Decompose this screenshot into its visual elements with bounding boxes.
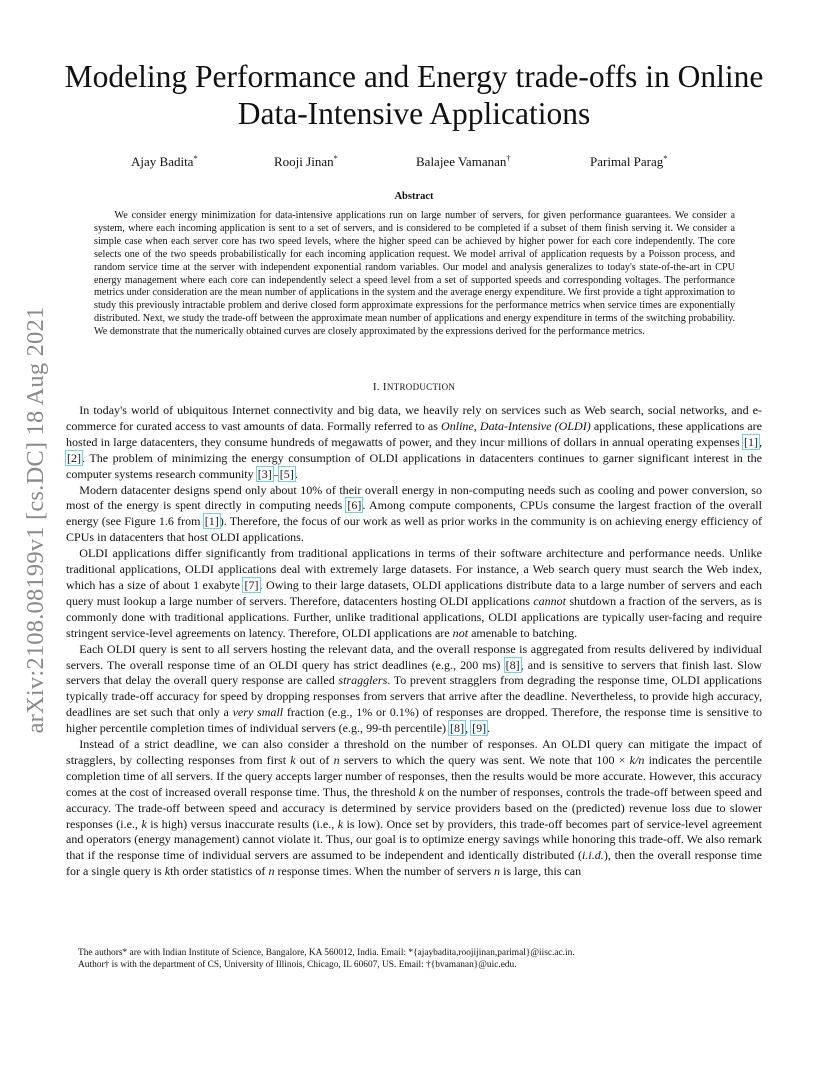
- citation-link[interactable]: [1]: [204, 514, 219, 529]
- footnote-2: Author† is with the department of CS, University of Illinois, Chicago, IL 60607, US. Email: †{bvamanan}@uic.edu.: [78, 960, 517, 970]
- citation-link[interactable]: [9]: [472, 721, 487, 736]
- arxiv-identifier: [18, 280, 54, 760]
- emphasis: i.i.d.: [582, 848, 604, 863]
- text-run: response times. When the number of servers: [274, 864, 495, 879]
- section-number: I.: [372, 381, 380, 393]
- emphasis: k: [164, 864, 171, 879]
- text-run: fraction (e.g., 1% or 0.1%) of responses are dropped. Therefore, the response time is sensitive to higher percentile completion times of individual servers (e.g., 99-th percentile): [66, 705, 762, 736]
- author-mark: †: [506, 153, 511, 163]
- emphasis: k/n: [629, 752, 645, 767]
- citation-link[interactable]: [1]: [743, 434, 758, 449]
- text-run: .: [487, 721, 491, 736]
- author-2: [274, 153, 338, 170]
- author-name: Rooji Jinan: [274, 154, 334, 169]
- author-name: Balajee Vamanan: [416, 154, 507, 169]
- emphasis: very small: [232, 705, 284, 720]
- author-1: [131, 153, 198, 170]
- emphasis: n: [494, 864, 501, 879]
- text-run: Modern datacenter designs spend only about 10% of their overall energy in non-computing needs such as cooling and power conversion, so most of the energy is spent directly in computing needs: [66, 482, 762, 513]
- text-run: servers to which the query was sent. We note that 100 ×: [339, 752, 630, 767]
- text-run: . Among compute components, CPUs consume the largest fraction of the overall energy (see Figure 1.6 from: [66, 498, 762, 529]
- text-run: Instead of a strict deadline, we can also consider a threshold on the number of responses. An OLDI query can mitigate the impact of stragglers, by collecting responses from first: [66, 737, 762, 767]
- text-run: indicates the percentile completion time of all servers. If the query accepts larger number of responses, then the results would be more accurate. However, this accuracy comes at the cost of increased overall response time. Thus, the threshold: [66, 752, 763, 799]
- text-run: , and is sensitive to servers that finish last. Slow servers that delay the overall query response are called: [66, 657, 762, 688]
- text-run: amenable to batching.: [468, 625, 578, 640]
- citation-link[interactable]: [6]: [347, 498, 362, 513]
- citation-link[interactable]: [3]: [257, 466, 272, 481]
- text-run: applications, these applications are hosted in large datacenters, they consume hundreds of megawatts of power, and they incur millions of dollars in annual operating expenses: [66, 418, 762, 449]
- author-3: [416, 153, 511, 170]
- body-text: [66, 403, 762, 880]
- author-mark: *: [333, 153, 338, 163]
- emphasis: k: [290, 752, 296, 767]
- citation-link[interactable]: [5]: [279, 466, 294, 481]
- citation-link[interactable]: [7]: [244, 577, 259, 592]
- emphasis: not: [452, 625, 469, 640]
- body-paragraph: [66, 737, 762, 880]
- text-run: OLDI applications differ significantly from traditional applications in terms of their software architecture and performance needs. Unlike traditional applications, OLDI applications deal with extremely large datasets. For instance, a Web search query must search the Web index, which has a size of about 1 exabyte: [66, 546, 762, 592]
- abstract-heading: Abstract: [394, 191, 434, 202]
- emphasis: Online, Data-Intensive (OLDI): [441, 418, 591, 433]
- text-run: . The problem of minimizing the energy consumption of OLDI applications in datacenters continues to garner significant interest in the computer systems research community: [66, 450, 762, 481]
- paper-title: Modeling Performance and Energy trade-offs in Online Data-Intensive Applications: [64, 59, 764, 131]
- author-list: [0, 153, 828, 173]
- footnotes: [78, 947, 768, 971]
- text-run: ,: [758, 434, 762, 449]
- section-title-rest: NTRODUCTION: [386, 382, 456, 392]
- author-name: Ajay Badita: [131, 154, 194, 169]
- citation-link[interactable]: [8]: [450, 721, 465, 736]
- text-run: ,: [465, 721, 472, 736]
- emphasis: k: [141, 816, 147, 831]
- author-name: Parimal Parag: [590, 154, 664, 169]
- abstract-text: We consider energy minimization for data-intensive applications run on large number of servers, for given performance guarantees. We consider a system, where each incoming application is sent to a set of servers, and is considered to be completed if a subset of them finish serving it. We consider a simple case when each server core has two speed levels, where the higher speed can be achieved by higher power for each core independently. The core selects one of the two speeds probabilistically for each incoming application request. We model arrival of application requests by a Poisson process, and random service time at the server with independent exponential random variables. Our model and analysis generalizes to today's state-of-the-art in CPU energy management where each core can independently select a speed level from a set of supported speeds and corresponding voltages. The performance metrics under consideration are the mean number of applications in the system and the average energy expenditure. We first provide a tight approximation to study this previously intractable problem and derive closed form approximate expressions for the performance metrics when service times are exponentially distributed. Next, we study the trade-off between the approximate mean number of applications and energy expenditure in terms of the switching probability. We demonstrate that the numerically obtained curves are closely approximated by the expressions derived for the performance metrics.: [94, 210, 735, 338]
- arxiv-identifier-text: arXiv:2108.08199v1 [cs.DC] 18 Aug 2021: [22, 306, 49, 734]
- text-run: th order statistics of: [170, 864, 269, 879]
- section-heading: [0, 381, 828, 393]
- citation-link[interactable]: [2]: [67, 450, 82, 465]
- text-run: is high) versus inaccurate results (i.e.,: [146, 816, 338, 831]
- emphasis: k: [418, 784, 425, 799]
- emphasis: n: [268, 864, 275, 879]
- author-mark: *: [193, 153, 198, 163]
- emphasis: stragglers: [338, 673, 388, 688]
- text-run: .: [294, 466, 298, 481]
- text-run: out of: [295, 752, 334, 767]
- body-paragraph: [66, 642, 762, 737]
- text-run: . Owing to their large datasets, OLDI applications distribute data to a large number of servers and each query must lookup a large number of servers. Therefore, datacenters hosting OLDI applications: [66, 577, 763, 608]
- citation-link[interactable]: [8]: [505, 657, 520, 672]
- text-run: ), then the overall response time for a single query is: [66, 848, 762, 879]
- text-run: on the number of responses, controls the trade-off between speed and accuracy. The trade-off between speed and accuracy is determined by service providers based on the (predicted) revenue loss due to slower responses (i.e.,: [66, 784, 763, 831]
- text-run: . To prevent stragglers from degrading the response time, OLDI applications typically trade-off accuracy for speed by dropping responses from servers that arrive after the deadline. Nevertheless, to provide high accuracy, deadlines are set such that only a: [66, 673, 762, 720]
- text-run: is large, this can: [500, 864, 582, 879]
- emphasis: cannot: [533, 593, 567, 608]
- text-run: In today's world of ubiquitous Internet connectivity and big data, we heavily rely on services such as Web search, social networks, and e-commerce for curated access to vast amounts of data. Formally referred to as: [66, 403, 762, 433]
- text-run: ). Therefore, the focus of our work as well as prior works in the community is on achieving energy efficiency of CPUs in datacenters that host OLDI applications.: [66, 514, 762, 545]
- text-run: –: [272, 466, 279, 481]
- text-run: shutdown a fraction of the servers, as is commonly done with traditional applications. Further, unlike traditional applications, OLDI applications are typically user-facing and require stringent service-level agreements on latency. Therefore, OLDI applications are: [66, 593, 762, 640]
- emphasis: n: [333, 752, 340, 767]
- body-paragraph: [66, 483, 762, 547]
- author-4: [590, 153, 668, 170]
- emphasis: k: [337, 816, 344, 831]
- text-run: Each OLDI query is sent to all servers hosting the relevant data, and the overall response is aggregated from results delivered by individual servers. The overall response time of an OLDI query has strict deadlines (e.g., 200 ms): [66, 641, 762, 672]
- text-run: is low). Once set by providers, this trade-off becomes part of service-level agreement and operators (energy management) cannot violate it. Thus, our goal is to optimize energy savings while honoring this trade-off. We also remark that if the response time of individual servers are assumed to be independent and identically distributed (: [66, 816, 762, 863]
- footnote-1: The authors* are with Indian Institute of Science, Bangalore, KA 560012, India. Email: *{ajaybadita,roojijinan,parimal}@iisc.ac.in.: [78, 948, 575, 958]
- section-title-initial: I: [382, 381, 387, 393]
- body-paragraph: [66, 403, 762, 483]
- author-mark: *: [663, 153, 668, 163]
- body-paragraph: [66, 546, 762, 641]
